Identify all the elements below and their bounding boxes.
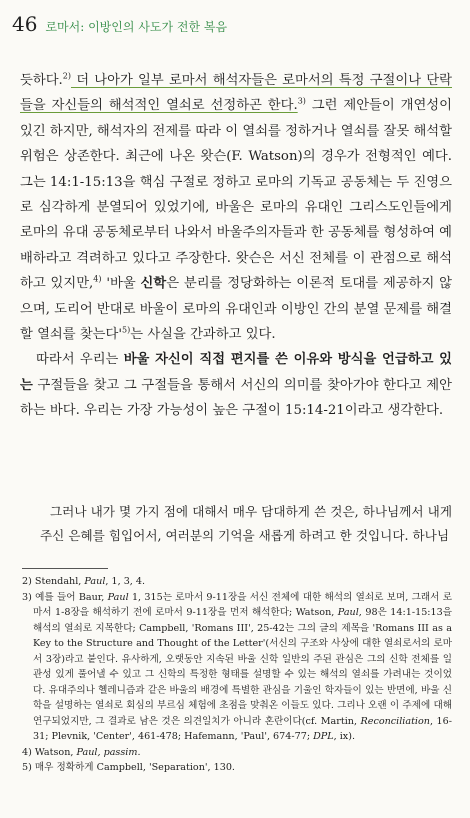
footnotes xyxy=(22,574,452,776)
footnote-3 xyxy=(22,590,452,745)
footnote-divider xyxy=(22,568,108,569)
fn3-d-italic: DPL xyxy=(313,731,334,742)
fn3-b-italic: Paul xyxy=(337,607,359,618)
p1-text-1: 듯하다. xyxy=(20,73,63,88)
p2-text-2: 구절들을 찾고 그 구절들을 통해서 서신의 의미를 찾아가야 한다고 제안하는 바다. 우리는 가장 가능성이 높은 구절이 15:14-21이라고 생각한다. xyxy=(20,377,452,419)
fn2-pre: 2) Stendahl, xyxy=(22,576,85,587)
p1-bold-theology: 신학 xyxy=(140,276,167,292)
paragraph-1 xyxy=(20,68,452,347)
fn2-italic: Paul xyxy=(84,576,106,587)
p1-text-6: 는 사실을 간과하고 있다. xyxy=(130,327,276,343)
p1-text-4: '바울 xyxy=(101,276,141,292)
fn3-c: , 98은 14:1-15:13을 해석의 열쇠로 지목한다; Campbell, 'Romans III', 25-42는 그의 글의 제목을 'Romans III as a Key to the Structure and Thought of the Letter'(서신의 구조와 사상에 대한 열쇠로서의 로마서 3장)라고 붙인다. 유사하게, 오랫동안 지속된 바울 신학 일반의 주된 관심은 그의 신학 전체를 일관성 있게 풀어낼 수 있고 그 신학의 특정한 형태를 설명할 수 있는 해석의 열쇠를 가려내는 것이었다. 유대주의나 헬레니즘과 같은 바울의 배경에 특별한 관심을 기울인 학자들이 있는 반면에, 바울 신학을 설명하는 열쇠로 회심의 부르심 체험에 초점을 맞춰온 이들도 있다. 그리나 오랜 이 주제에 대해 연구되었지만, 그 결과로 남은 것은 의견일치가 아니라 혼란이다(cf. Martin, xyxy=(33,607,453,727)
fn3-a: 3) 예를 들어 Baur, xyxy=(22,591,108,603)
footnote-ref-3: 3) xyxy=(297,96,306,106)
quote-text: 그러나 내가 몇 가지 점에 대해서 매우 담대하게 쓴 것은, 하나님께서 내게 주신 은혜를 힘입어서, 여러분의 기억을 새롭게 하려고 한 것입니다. 하나님 xyxy=(40,504,452,543)
fn4-post: . xyxy=(137,746,141,758)
p2-text-1: 따라서 우리는 xyxy=(36,352,124,368)
fn3-c-italic: Reconciliation xyxy=(360,715,430,727)
footnote-5: 5) 매우 정확하게 Campbell, 'Separation', 130. xyxy=(22,762,235,773)
fn3-d: , 16-31; Plevnik, 'Center', 461-478; Hafemann, 'Paul', 674-77; xyxy=(33,715,452,742)
running-title: 로마서: 이방인의 사도가 전한 복음 xyxy=(45,20,228,34)
fn4-pre: 4) Watson, xyxy=(22,746,77,758)
footnote-4 xyxy=(22,745,452,761)
fn3-b: 1, 315는 로마서 9-11장을 서신 전체에 대한 해석의 열쇠로 보며, 그래서 로마서 1-8장을 해석하기 전에 로마서 9-11장을 먼저 해석한다; Watson, xyxy=(33,591,452,618)
p2-bold-phrase: 바울 자신이 직접 편지를 쓴 이유와 방식을 언급하고 있는 xyxy=(20,352,452,393)
block-quote xyxy=(40,500,452,548)
fn2-post: , 1, 3, 4. xyxy=(105,576,146,587)
footnote-ref-4: 4) xyxy=(93,274,102,284)
p1-text-5: 은 분리를 정당화하는 이론적 토대를 제공하지 않으며, 도리어 반대로 바울이 로마의 유대인과 이방인 간의 분열 문제를 해결할 열쇠를 찾는다' xyxy=(20,276,452,343)
page-number: 46 xyxy=(12,12,38,36)
paragraph-2 xyxy=(20,347,452,423)
footnote-ref-5: 5) xyxy=(122,325,131,335)
fn3-e: , ix). xyxy=(333,731,356,742)
fn3-a-italic: Paul xyxy=(107,591,129,603)
p1-text-3: 그런 제안들이 개연성이 있긴 하지만, 해석자의 전제를 따라 이 열쇠를 정하거나 열쇠를 잘못 해석할 위험은 상존한다. 최근에 나온 왓슨(F. Watson)의 경우가 전형적인 예다. 그는 14:1-15:13을 핵심 구절로 정하고 로마의 기독교 공동체는 두 진영으로 심각하게 분열되어 있었기에, 바울은 로마의 유대인 그리스도인들에게 로마의 유대 공동체로부터 나와서 바울주의자들과 한 공동체를 형성하여 예배하라고 격려하고 있다고 주장한다. 왓슨은 서신 전체를 이 관점으로 해석하고 있지만, xyxy=(20,98,453,292)
page-header xyxy=(12,12,458,38)
footnote-ref-2: 2) xyxy=(62,71,71,81)
footnote-2 xyxy=(22,574,452,590)
body-text xyxy=(20,68,452,424)
fn4-italic: Paul, passim xyxy=(76,746,138,758)
p1-text-2: 더 나아가 일부 로마서 해석자들은 로마서의 특정 구절이나 단락들을 자신들의 해석적인 열쇠로 선정하곤 한다. xyxy=(20,73,452,114)
